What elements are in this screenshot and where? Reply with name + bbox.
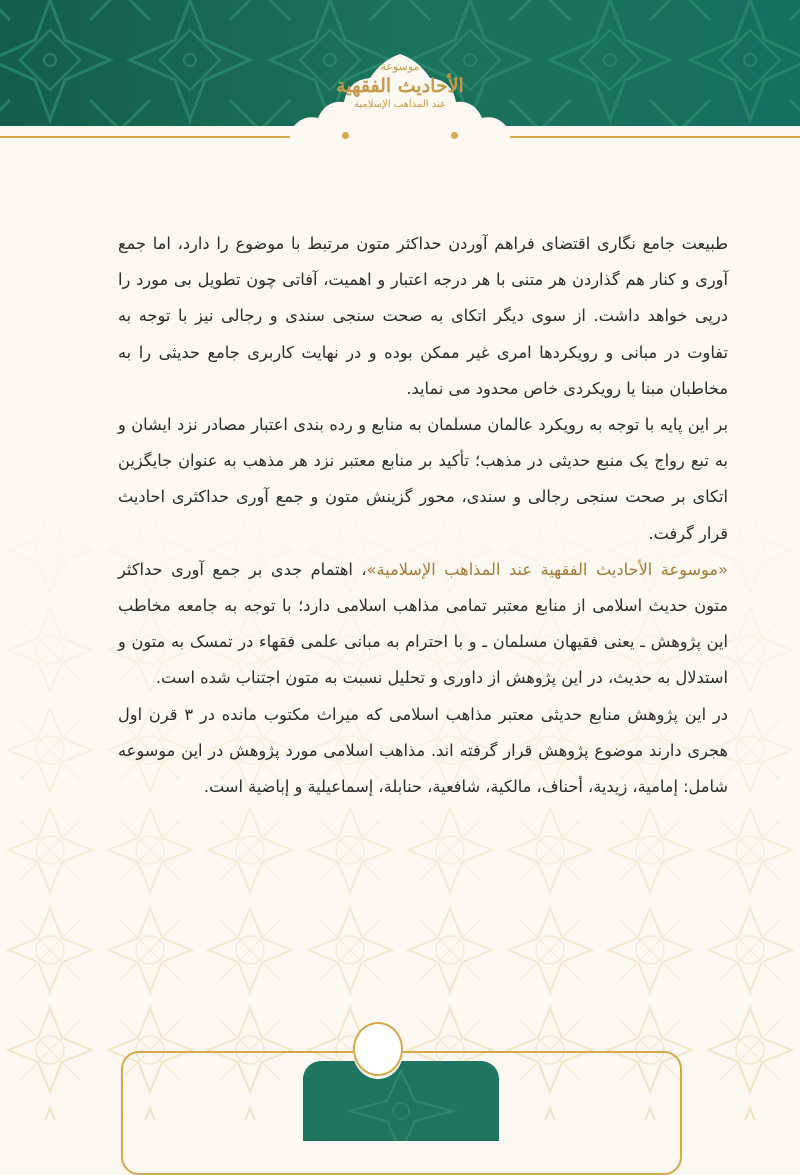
- encyclopedia-title-reference: «موسوعة الأحاديث الفقهية عند المذاهب الإسلامية»: [366, 559, 728, 579]
- logo-line-1: موسوعة: [380, 60, 420, 73]
- paragraph-3-text: ، اهتمام جدی بر جمع آوری حداکثر متون حدیث اسلامی از منابع معتبر تمامی مذاهب اسلامی دارد؛ با توجه به جامعه مخاطب این پژوهش ـ یعنی فقیهان مسلمان ـ و با احترام به مبانی علمی فقهاء در تمسک به متون و استدلال به حدیث، در این پژوهش از داوری و تحلیل نسبت به متون اجتناب شده است.: [118, 559, 728, 688]
- gold-dot-left: [342, 132, 349, 139]
- paragraph-1: طبیعت جامع نگاری اقتضای فراهم آوردن حداکثر متون مرتبط با موضوع را دارد، اما جمع آوری و کنار هم گذاردن هر متنی با هر درجه اعتبار و اهمیت، آفاتی چون تطویل بی مورد را درپی خواهد داشت. از سوی دیگر اتکای به صحت سنجی سندی و رجالی نیز با توجه به تفاوت در مبانی و رویکردها امری غیر ممکن بوده و در نهایت کاربری جامع حدیثی را به مخاطبان مبنا یا رویکردی خاص محدود می نماید.: [118, 234, 728, 398]
- paragraph-4: در این پژوهش منابع حدیثی معتبر مذاهب اسلامی که میراث مکتوب مانده در ۳ قرن اول هجری دارند موضوع پژوهش قرار گرفته اند. مذاهب اسلامی مورد پژوهش در این موسوعه شامل: إمامیة، زیدیة، أحناف، مالکیة، شافعیة، حنابلة، إسماعیلیة و إباضیة است.: [118, 704, 728, 797]
- footer-page-number-badge: [353, 1022, 403, 1076]
- footer-tab-pattern: [303, 1061, 499, 1141]
- paragraph-2: بر این پایه با توجه به رویکرد عالمان مسلمان به منابع و رده بندی اعتبار مصادر نزد ایشان و به تبع رواج یک منبع حدیثی در مذهب؛ تأکید بر منابع معتبر نزد هر مذهب به عنوان جایگزین اتکای بر صحت سنجی رجالی و سندی، محور گزینش متون و جمع آوری حداکثری احادیث قرار گرفت.: [118, 415, 728, 543]
- gold-dot-right: [451, 132, 458, 139]
- body-text: [118, 226, 728, 805]
- logo-line-3: عند المذاهب الإسلامية: [354, 99, 446, 110]
- paragraph-3: [118, 552, 728, 697]
- footer-green-tab: [303, 1061, 499, 1141]
- logo-line-2: الأحاديث الفقهية: [336, 75, 464, 97]
